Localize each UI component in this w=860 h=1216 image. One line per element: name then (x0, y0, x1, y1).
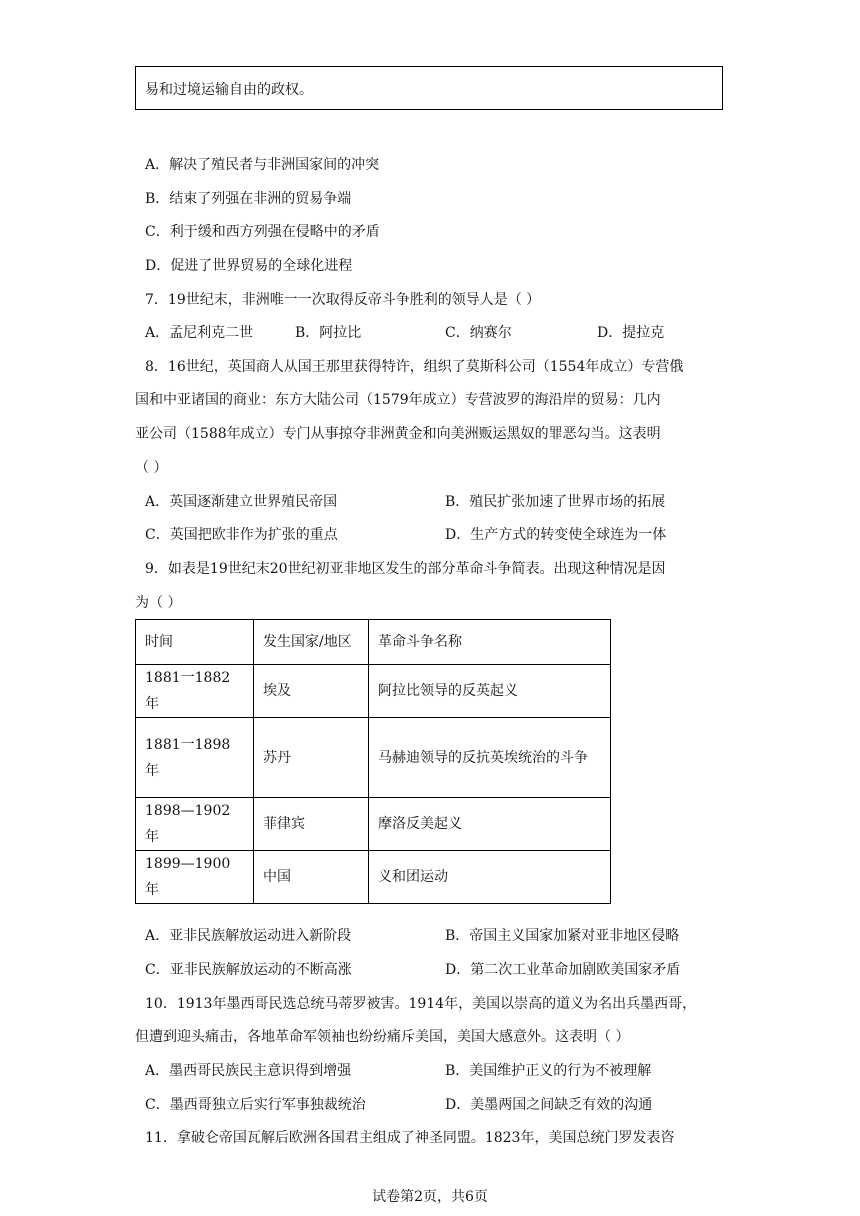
q7-option-d: D．提拉克 (597, 325, 665, 341)
q10-stem-line-2: 但遭到迎头痛击，各地革命军领袖也纷纷痛斥美国，美国大感意外。这表明（ ） (135, 1029, 630, 1045)
table-cell: 摩洛反美起义 (369, 798, 611, 851)
table-cell: 义和团运动 (369, 851, 611, 904)
table-cell: 埃及 (254, 665, 369, 718)
page-footer: 试卷第2页，共6页 (372, 1189, 488, 1205)
q10-option-a: A．墨西哥民族民主意识得到增强 (145, 1063, 352, 1079)
q7-option-c: C．纳赛尔 (445, 325, 512, 341)
q9-option-b: B．帝国主义国家加紧对亚非地区侵略 (445, 928, 680, 944)
q8-option-a: A．英国逐渐建立世界殖民帝国 (145, 494, 338, 510)
table-header-cell: 时间 (136, 620, 254, 665)
q6-option-d: D．促进了世界贸易的全球化进程 (145, 258, 353, 274)
table-cell: 菲律宾 (254, 798, 369, 851)
table-cell: 马赫迪领导的反抗英埃统治的斗争 (369, 718, 611, 798)
q10-option-b: B．美国维护正义的行为不被理解 (445, 1063, 652, 1079)
table-row (136, 851, 611, 904)
q8-stem-line-3: 亚公司（1588年成立）专门从事掠夺非洲黄金和向美洲贩运黑奴的罪恶勾当。这表明 (135, 426, 661, 442)
q8-option-c: C．英国把欧非作为扩张的重点 (145, 527, 338, 543)
table-cell: 1881一1882年 (136, 665, 254, 718)
q9-option-a: A．亚非民族解放运动进入新阶段 (145, 928, 352, 944)
q6-option-b: B．结束了列强在非洲的贸易争端 (145, 191, 352, 207)
q8-stem-line-2: 国和中亚诸国的商业：东方大陆公司（1579年成立）专营波罗的海沿岸的贸易：几内 (135, 392, 661, 408)
q8-option-d: D．生产方式的转变使全球连为一体 (445, 527, 667, 543)
q7-option-b: B．阿拉比 (295, 325, 362, 341)
q8-stem-line-1: 8．16世纪，英国商人从国王那里获得特许，组织了莫斯科公司（1554年成立）专营俄 (145, 359, 684, 375)
quoted-material-text: 易和过境运输自由的政权。 (145, 82, 313, 98)
table-cell: 1898—1902年 (136, 798, 254, 851)
q7-options-row (145, 322, 745, 342)
q10-option-c: C．墨西哥独立后实行军事独裁统治 (145, 1097, 366, 1113)
q8-option-b: B．殖民扩张加速了世界市场的拓展 (445, 494, 666, 510)
q10-stem-line-1: 10．1913年墨西哥民选总统马蒂罗被害。1914年，美国以崇高的道义为名出兵墨西哥， (145, 996, 697, 1012)
revolution-table (135, 619, 611, 904)
q8-stem-line-4: （ ） (135, 460, 168, 476)
table-row (136, 718, 611, 798)
table-header-row (136, 620, 611, 665)
q9-option-d: D．第二次工业革命加剧欧美国家矛盾 (445, 962, 681, 978)
q9-stem-line-1: 9．如表是19世纪末20世纪初亚非地区发生的部分革命斗争简表。出现这种情况是因 (145, 561, 666, 577)
table-header-cell: 革命斗争名称 (369, 620, 611, 665)
table-cell: 中国 (254, 851, 369, 904)
table-cell: 苏丹 (254, 718, 369, 798)
q11-stem: 11．拿破仑帝国瓦解后欧洲各国君主组成了神圣同盟。1823年，美国总统门罗发表咨 (145, 1130, 675, 1146)
q6-option-a: A．解决了殖民者与非洲国家间的冲突 (145, 157, 380, 173)
table-header-cell: 发生国家/地区 (254, 620, 369, 665)
table-cell: 阿拉比领导的反英起义 (369, 665, 611, 718)
table-row (136, 798, 611, 851)
q9-stem-line-2: 为（ ） (135, 595, 182, 611)
quoted-material-box (135, 66, 723, 110)
table-cell: 1881一1898年 (136, 718, 254, 798)
table-cell: 1899—1900年 (136, 851, 254, 904)
q10-option-d: D．美墨两国之间缺乏有效的沟通 (445, 1097, 653, 1113)
table-row (136, 665, 611, 718)
q6-option-c: C．利于缓和西方列强在侵略中的矛盾 (145, 224, 380, 240)
q7-option-a: A．孟尼利克二世 (145, 325, 254, 341)
q7-stem: 7．19世纪末，非洲唯一一次取得反帝斗争胜利的领导人是（ ） (145, 292, 541, 308)
q9-option-c: C．亚非民族解放运动的不断高涨 (145, 962, 352, 978)
